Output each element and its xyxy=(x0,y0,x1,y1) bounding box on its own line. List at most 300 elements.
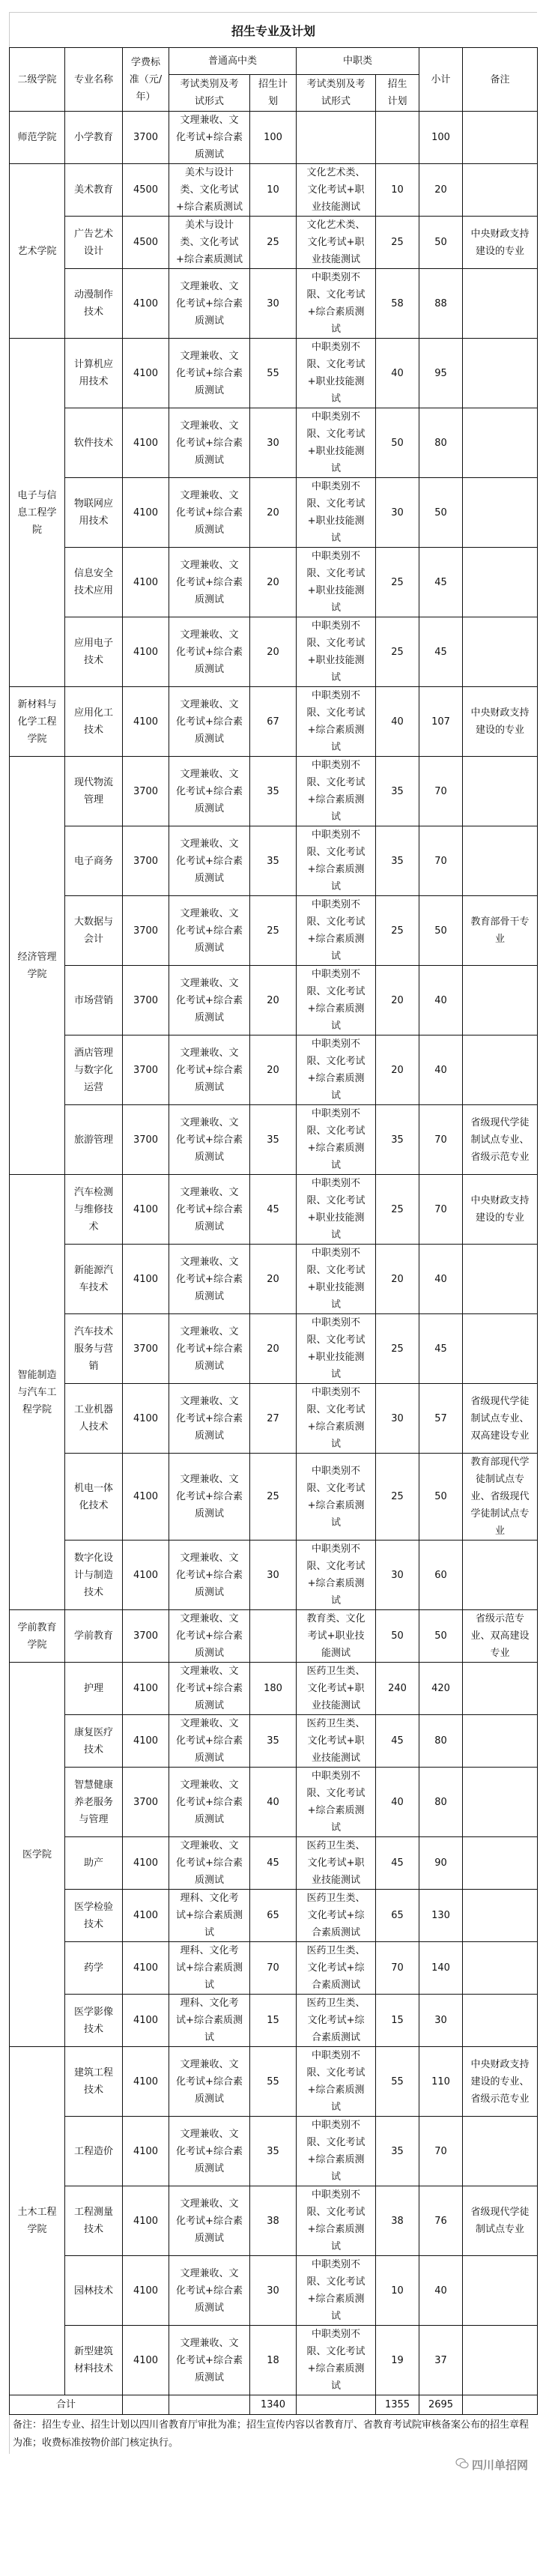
wechat-icon xyxy=(455,2458,469,2473)
note xyxy=(463,478,538,548)
table-row xyxy=(10,1245,538,1314)
gk-exam-type: 文理兼收、文化考试+综合素质测试 xyxy=(169,112,250,164)
tuition-fee: 4100 xyxy=(123,269,169,339)
gk-exam-type: 文理兼收、文化考试+综合素质测试 xyxy=(169,1105,250,1175)
major-name: 新能源汽车技术 xyxy=(65,1245,123,1314)
zz-exam-type: 中职类别不限、文化考试+综合素质测试 xyxy=(297,1541,376,1610)
note xyxy=(463,1035,538,1105)
major-name: 现代物流管理 xyxy=(65,757,123,826)
major-name: 护理 xyxy=(65,1663,123,1715)
gk-exam-type: 文理兼收、文化考试+综合素质测试 xyxy=(169,1663,250,1715)
tuition-fee: 3700 xyxy=(123,826,169,896)
tuition-fee: 4100 xyxy=(123,339,169,408)
total-label: 合计 xyxy=(10,2395,123,2415)
header-subtotal: 小计 xyxy=(419,48,463,112)
zz-exam-type: 中职类别不限、文化考试+综合素质测试 xyxy=(297,896,376,966)
subtotal: 20 xyxy=(419,164,463,217)
major-name: 软件技术 xyxy=(65,408,123,478)
zz-plan: 35 xyxy=(376,2117,419,2186)
gk-plan: 10 xyxy=(250,164,297,217)
major-name: 新型建筑材料技术 xyxy=(65,2326,123,2395)
table-row xyxy=(10,1837,538,1890)
header-vocational: 中职类 xyxy=(297,48,419,75)
tuition-fee: 4100 xyxy=(123,1384,169,1454)
gk-exam-type: 文理兼收、文化考试+综合素质测试 xyxy=(169,826,250,896)
major-name: 应用电子技术 xyxy=(65,617,123,687)
total-gk-plan: 1340 xyxy=(250,2395,297,2415)
major-name: 医学影像技术 xyxy=(65,1995,123,2047)
note xyxy=(463,1541,538,1610)
college-name: 经济管理学院 xyxy=(10,757,65,1175)
major-name: 电子商务 xyxy=(65,826,123,896)
gk-exam-type: 理科、文化考试+综合素质测试 xyxy=(169,1890,250,1942)
major-name: 药学 xyxy=(65,1942,123,1995)
college-name: 医学院 xyxy=(10,1663,65,2047)
tuition-fee: 4100 xyxy=(123,1175,169,1245)
zz-plan: 70 xyxy=(376,1942,419,1995)
gk-exam-type: 文理兼收、文化考试+综合素质测试 xyxy=(169,1837,250,1890)
zz-exam-type: 中职类别不限、文化考试+职业技能测试 xyxy=(297,1175,376,1245)
gk-plan: 15 xyxy=(250,1995,297,2047)
zz-plan: 38 xyxy=(376,2186,419,2256)
subtotal: 40 xyxy=(419,2256,463,2326)
tuition-fee: 4100 xyxy=(123,1663,169,1715)
tuition-fee: 4500 xyxy=(123,164,169,217)
tuition-fee: 4500 xyxy=(123,217,169,269)
gk-exam-type: 文理兼收、文化考试+综合素质测试 xyxy=(169,2256,250,2326)
gk-plan: 20 xyxy=(250,548,297,617)
zz-exam-type: 中职类别不限、文化考试+综合素质测试 xyxy=(297,687,376,757)
tuition-fee: 4100 xyxy=(123,2047,169,2117)
gk-exam-type: 文理兼收、文化考试+综合素质测试 xyxy=(169,339,250,408)
gk-plan: 25 xyxy=(250,1454,297,1541)
college-name: 智能制造与汽车工程学院 xyxy=(10,1175,65,1610)
note xyxy=(463,269,538,339)
note xyxy=(463,408,538,478)
tuition-fee: 4100 xyxy=(123,2256,169,2326)
subtotal: 37 xyxy=(419,2326,463,2395)
gk-plan: 25 xyxy=(250,217,297,269)
zz-plan: 50 xyxy=(376,408,419,478)
gk-plan: 35 xyxy=(250,826,297,896)
subtotal: 110 xyxy=(419,2047,463,2117)
subtotal: 80 xyxy=(419,1768,463,1837)
table-row xyxy=(10,2047,538,2117)
zz-exam-type: 中职类别不限、文化考试+综合素质测试 xyxy=(297,1105,376,1175)
gk-exam-type: 文理兼收、文化考试+综合素质测试 xyxy=(169,1768,250,1837)
table-row xyxy=(10,1768,538,1837)
table-row xyxy=(10,2326,538,2395)
gk-plan: 20 xyxy=(250,1035,297,1105)
total-zz-exam xyxy=(297,2395,376,2415)
subtotal: 30 xyxy=(419,1995,463,2047)
table-row xyxy=(10,2256,538,2326)
major-name: 旅游管理 xyxy=(65,1105,123,1175)
gk-exam-type: 文理兼收、文化考试+综合素质测试 xyxy=(169,408,250,478)
college-name: 土木工程学院 xyxy=(10,2047,65,2395)
note: 省级现代学徒制试点专业、双高建设专业 xyxy=(463,1384,538,1454)
header-gk-exam: 考试类别及考试形式 xyxy=(169,75,250,112)
gk-exam-type: 文理兼收、文化考试+综合素质测试 xyxy=(169,966,250,1035)
gk-exam-type: 文理兼收、文化考试+综合素质测试 xyxy=(169,1384,250,1454)
major-name: 学前教育 xyxy=(65,1610,123,1663)
zz-exam-type: 医药卫生类、文化考试+职业技能测试 xyxy=(297,1715,376,1768)
total-fee xyxy=(123,2395,169,2415)
enrollment-table xyxy=(9,47,538,2415)
gk-exam-type: 文理兼收、文化考试+综合素质测试 xyxy=(169,687,250,757)
total-zz-plan: 1355 xyxy=(376,2395,419,2415)
subtotal: 90 xyxy=(419,1837,463,1890)
table-row xyxy=(10,339,538,408)
zz-exam-type: 中职类别不限、文化考试+综合素质测试 xyxy=(297,1384,376,1454)
table-row xyxy=(10,548,538,617)
note xyxy=(463,1837,538,1890)
gk-plan xyxy=(250,1610,297,1663)
zz-plan: 25 xyxy=(376,548,419,617)
zz-exam-type: 中职类别不限、文化考试+职业技能测试 xyxy=(297,1245,376,1314)
tuition-fee: 4100 xyxy=(123,1245,169,1314)
subtotal: 50 xyxy=(419,1454,463,1541)
gk-exam-type: 理科、文化考试+综合素质测试 xyxy=(169,1942,250,1995)
zz-plan: 25 xyxy=(376,217,419,269)
zz-plan: 30 xyxy=(376,478,419,548)
gk-exam-type: 文理兼收、文化考试+综合素质测试 xyxy=(169,2186,250,2256)
subtotal: 45 xyxy=(419,1314,463,1384)
table-row xyxy=(10,164,538,217)
zz-plan: 55 xyxy=(376,2047,419,2117)
table-row xyxy=(10,1454,538,1541)
zz-exam-type: 中职类别不限、文化考试+职业技能测试 xyxy=(297,548,376,617)
tuition-fee: 4100 xyxy=(123,2117,169,2186)
tuition-fee: 4100 xyxy=(123,408,169,478)
gk-exam-type: 文理兼收、文化考试+综合素质测试 xyxy=(169,548,250,617)
footnote: 备注：招生专业、招生计划以四川省教育厅审批为准；招生宣传内容以省教育厅、省教育考试院审核备案公布的招生章程为准；收费标准按物价部门核定执行。 xyxy=(9,2415,537,2454)
zz-exam-type: 医药卫生类、文化考试+综合素质测试 xyxy=(297,1995,376,2047)
major-name: 广告艺术设计 xyxy=(65,217,123,269)
gk-plan: 70 xyxy=(250,1942,297,1995)
note xyxy=(463,757,538,826)
subtotal: 50 xyxy=(419,896,463,966)
major-name: 医学检验技术 xyxy=(65,1890,123,1942)
zz-plan: 25 xyxy=(376,1454,419,1541)
tuition-fee: 4100 xyxy=(123,1454,169,1541)
gk-plan: 20 xyxy=(250,1314,297,1384)
zz-plan: 45 xyxy=(376,1837,419,1890)
zz-plan: 19 xyxy=(376,2326,419,2395)
gk-exam-type: 文理兼收、文化考试+综合素质测试 xyxy=(169,896,250,966)
note xyxy=(463,1663,538,1715)
note xyxy=(463,1314,538,1384)
page-title: 招生专业及计划 xyxy=(9,12,537,47)
zz-plan: 45 xyxy=(376,1715,419,1768)
note xyxy=(463,339,538,408)
zz-plan: 10 xyxy=(376,164,419,217)
table-row xyxy=(10,687,538,757)
zz-plan xyxy=(376,112,419,164)
table-row xyxy=(10,1384,538,1454)
table-row xyxy=(10,1035,538,1105)
subtotal: 50 xyxy=(419,1610,463,1663)
total-gk-exam xyxy=(169,2395,250,2415)
table-row xyxy=(10,1715,538,1768)
subtotal: 420 xyxy=(419,1663,463,1715)
note xyxy=(463,164,538,217)
header-gk-plan: 招生计划 xyxy=(250,75,297,112)
major-name: 工程测量技术 xyxy=(65,2186,123,2256)
gk-plan: 35 xyxy=(250,2117,297,2186)
table-row xyxy=(10,1995,538,2047)
zz-plan: 35 xyxy=(376,757,419,826)
tuition-fee: 4100 xyxy=(123,2326,169,2395)
gk-plan: 20 xyxy=(250,617,297,687)
header-general-high-school: 普通高中类 xyxy=(169,48,297,75)
zz-plan: 25 xyxy=(376,1175,419,1245)
zz-exam-type: 中职类别不限、文化考试+职业技能测试 xyxy=(297,408,376,478)
gk-plan: 25 xyxy=(250,896,297,966)
table-header xyxy=(10,48,538,112)
note xyxy=(463,1245,538,1314)
tuition-fee: 4100 xyxy=(123,478,169,548)
note: 中央财政支持建设的专业 xyxy=(463,687,538,757)
major-name: 数字化设计与制造技术 xyxy=(65,1541,123,1610)
zz-exam-type: 医药卫生类、文化考试+职业技能测试 xyxy=(297,1663,376,1715)
table-row xyxy=(10,966,538,1035)
zz-exam-type: 中职类别不限、文化考试+职业技能测试 xyxy=(297,339,376,408)
tuition-fee: 3700 xyxy=(123,896,169,966)
subtotal: 40 xyxy=(419,1035,463,1105)
gk-plan: 27 xyxy=(250,1384,297,1454)
subtotal: 70 xyxy=(419,1105,463,1175)
tuition-fee: 4100 xyxy=(123,548,169,617)
note: 中央财政支持建设的专业 xyxy=(463,1175,538,1245)
college-name: 学前教育学院 xyxy=(10,1610,65,1663)
zz-plan: 10 xyxy=(376,2256,419,2326)
college-name: 电子与信息工程学院 xyxy=(10,339,65,687)
subtotal: 60 xyxy=(419,1541,463,1610)
subtotal: 40 xyxy=(419,1245,463,1314)
subtotal: 57 xyxy=(419,1384,463,1454)
zz-plan: 25 xyxy=(376,1314,419,1384)
gk-exam-type: 美术与设计类、文化考试+综合素质测试 xyxy=(169,164,250,217)
total-subtotal: 2695 xyxy=(419,2395,463,2415)
zz-plan: 240 xyxy=(376,1663,419,1715)
major-name: 应用化工技术 xyxy=(65,687,123,757)
note: 教育部骨干专业 xyxy=(463,896,538,966)
zz-plan: 25 xyxy=(376,617,419,687)
gk-exam-type: 文理兼收、文化考试+综合素质测试 xyxy=(169,1314,250,1384)
note xyxy=(463,1890,538,1942)
zz-exam-type: 中职类别不限、文化考试+综合素质测试 xyxy=(297,2047,376,2117)
zz-plan: 35 xyxy=(376,1105,419,1175)
zz-exam-type: 文化艺术类、文化考试+职业技能测试 xyxy=(297,217,376,269)
note xyxy=(463,1768,538,1837)
header-zz-plan: 招生计划 xyxy=(376,75,419,112)
gk-plan: 100 xyxy=(250,112,297,164)
table-row xyxy=(10,617,538,687)
major-name: 机电一体化技术 xyxy=(65,1454,123,1541)
tuition-fee: 4100 xyxy=(123,617,169,687)
zz-exam-type: 医药卫生类、文化考试+综合素质测试 xyxy=(297,1942,376,1995)
header-fee: 学费标准（元/年） xyxy=(123,48,169,112)
subtotal: 88 xyxy=(419,269,463,339)
zz-exam-type: 中职类别不限、文化考试+综合素质测试 xyxy=(297,966,376,1035)
watermark-text: 四川单招网 xyxy=(471,2458,528,2472)
table-row xyxy=(10,1890,538,1942)
gk-exam-type: 美术与设计类、文化考试+综合素质测试 xyxy=(169,217,250,269)
gk-plan: 30 xyxy=(250,408,297,478)
subtotal: 107 xyxy=(419,687,463,757)
tuition-fee: 4100 xyxy=(123,687,169,757)
subtotal: 80 xyxy=(419,408,463,478)
tuition-fee: 3700 xyxy=(123,112,169,164)
major-name: 物联网应用技术 xyxy=(65,478,123,548)
major-name: 助产 xyxy=(65,1837,123,1890)
table-row xyxy=(10,826,538,896)
header-college: 二级学院 xyxy=(10,48,65,112)
zz-plan: 20 xyxy=(376,966,419,1035)
major-name: 动漫制作技术 xyxy=(65,269,123,339)
note: 省级示范专业、双高建设专业 xyxy=(463,1610,538,1663)
note: 教育部现代学徒制试点专业、省级现代学徒制试点专业 xyxy=(463,1454,538,1541)
gk-plan: 30 xyxy=(250,269,297,339)
gk-exam-type: 理科、文化考试+综合素质测试 xyxy=(169,1995,250,2047)
gk-plan: 35 xyxy=(250,757,297,826)
major-name: 工业机器人技术 xyxy=(65,1384,123,1454)
table-row xyxy=(10,1314,538,1384)
subtotal: 50 xyxy=(419,478,463,548)
gk-exam-type: 文理兼收、文化考试+综合素质测试 xyxy=(169,1175,250,1245)
zz-exam-type: 文化艺术类、文化考试+职业技能测试 xyxy=(297,164,376,217)
major-name: 信息安全技术应用 xyxy=(65,548,123,617)
table-row xyxy=(10,896,538,966)
zz-exam-type: 教育类、文化考试+职业技能测试 xyxy=(297,1610,376,1663)
gk-exam-type: 文理兼收、文化考试+综合素质测试 xyxy=(169,757,250,826)
note xyxy=(463,966,538,1035)
subtotal: 70 xyxy=(419,757,463,826)
table-row xyxy=(10,2186,538,2256)
subtotal: 80 xyxy=(419,1715,463,1768)
watermark xyxy=(455,2457,528,2473)
subtotal: 100 xyxy=(419,112,463,164)
major-name: 汽车技术服务与营销 xyxy=(65,1314,123,1384)
subtotal: 140 xyxy=(419,1942,463,1995)
major-name: 汽车检测与维修技术 xyxy=(65,1175,123,1245)
gk-plan: 38 xyxy=(250,2186,297,2256)
zz-exam-type: 中职类别不限、文化考试+综合素质测试 xyxy=(297,1035,376,1105)
subtotal: 50 xyxy=(419,217,463,269)
zz-plan: 25 xyxy=(376,896,419,966)
gk-plan: 20 xyxy=(250,478,297,548)
gk-exam-type: 文理兼收、文化考试+综合素质测试 xyxy=(169,478,250,548)
major-name: 智慧健康养老服务与管理 xyxy=(65,1768,123,1837)
note xyxy=(463,826,538,896)
subtotal: 130 xyxy=(419,1890,463,1942)
subtotal: 45 xyxy=(419,617,463,687)
note xyxy=(463,548,538,617)
tuition-fee: 3700 xyxy=(123,1105,169,1175)
gk-plan: 35 xyxy=(250,1715,297,1768)
note xyxy=(463,1942,538,1995)
zz-plan: 15 xyxy=(376,1995,419,2047)
college-name: 艺术学院 xyxy=(10,164,65,339)
zz-plan: 40 xyxy=(376,339,419,408)
header-major: 专业名称 xyxy=(65,48,123,112)
major-name: 大数据与会计 xyxy=(65,896,123,966)
zz-exam-type: 中职类别不限、文化考试+职业技能测试 xyxy=(297,1314,376,1384)
tuition-fee: 4100 xyxy=(123,1890,169,1942)
gk-exam-type: 文理兼收、文化考试+综合素质测试 xyxy=(169,1454,250,1541)
note xyxy=(463,112,538,164)
zz-exam-type: 中职类别不限、文化考试+职业技能测试 xyxy=(297,478,376,548)
gk-exam-type: 文理兼收、文化考试+综合素质测试 xyxy=(169,269,250,339)
header-zz-exam: 考试类别及考试形式 xyxy=(297,75,376,112)
zz-plan: 40 xyxy=(376,1768,419,1837)
table-body xyxy=(10,112,538,2395)
zz-exam-type: 医药卫生类、文化考试+职业技能测试 xyxy=(297,1837,376,1890)
tuition-fee: 4100 xyxy=(123,1715,169,1768)
zz-exam-type: 中职类别不限、文化考试+综合素质测试 xyxy=(297,826,376,896)
gk-plan: 45 xyxy=(250,1175,297,1245)
tuition-fee: 3700 xyxy=(123,757,169,826)
table-row xyxy=(10,1175,538,1245)
gk-exam-type: 文理兼收、文化考试+综合素质测试 xyxy=(169,1610,250,1663)
gk-plan: 55 xyxy=(250,2047,297,2117)
table-row xyxy=(10,217,538,269)
total-row xyxy=(10,2395,538,2415)
zz-exam-type: 中职类别不限、文化考试+综合素质测试 xyxy=(297,1454,376,1541)
zz-exam-type: 中职类别不限、文化考试+综合素质测试 xyxy=(297,1768,376,1837)
major-name: 计算机应用技术 xyxy=(65,339,123,408)
note: 省级现代学徒制试点专业、省级示范专业 xyxy=(463,1105,538,1175)
tuition-fee: 3700 xyxy=(123,1768,169,1837)
subtotal: 70 xyxy=(419,826,463,896)
note xyxy=(463,1995,538,2047)
major-name: 小学教育 xyxy=(65,112,123,164)
gk-exam-type: 文理兼收、文化考试+综合素质测试 xyxy=(169,2047,250,2117)
zz-plan: 35 xyxy=(376,826,419,896)
note xyxy=(463,2326,538,2395)
tuition-fee: 3700 xyxy=(123,1610,169,1663)
table-row xyxy=(10,1610,538,1663)
zz-exam-type: 中职类别不限、文化考试+综合素质测试 xyxy=(297,2117,376,2186)
total-note xyxy=(463,2395,538,2415)
enrollment-plan-document xyxy=(9,0,537,2472)
note xyxy=(463,1715,538,1768)
subtotal: 76 xyxy=(419,2186,463,2256)
zz-plan: 20 xyxy=(376,1035,419,1105)
major-name: 康复医疗技术 xyxy=(65,1715,123,1768)
tuition-fee: 4100 xyxy=(123,2186,169,2256)
zz-plan: 40 xyxy=(376,687,419,757)
note: 省级现代学徒制试点专业 xyxy=(463,2186,538,2256)
zz-exam-type: 中职类别不限、文化考试+综合素质测试 xyxy=(297,2186,376,2256)
table-row xyxy=(10,269,538,339)
table-row xyxy=(10,2117,538,2186)
subtotal: 40 xyxy=(419,966,463,1035)
table-row xyxy=(10,757,538,826)
subtotal: 70 xyxy=(419,2117,463,2186)
subtotal: 95 xyxy=(419,339,463,408)
note xyxy=(463,2117,538,2186)
zz-plan: 30 xyxy=(376,1384,419,1454)
tuition-fee: 3700 xyxy=(123,1035,169,1105)
gk-exam-type: 文理兼收、文化考试+综合素质测试 xyxy=(169,1715,250,1768)
tuition-fee: 4100 xyxy=(123,1942,169,1995)
table-row xyxy=(10,478,538,548)
zz-plan: 65 xyxy=(376,1890,419,1942)
gk-plan: 30 xyxy=(250,2256,297,2326)
tuition-fee: 3700 xyxy=(123,966,169,1035)
